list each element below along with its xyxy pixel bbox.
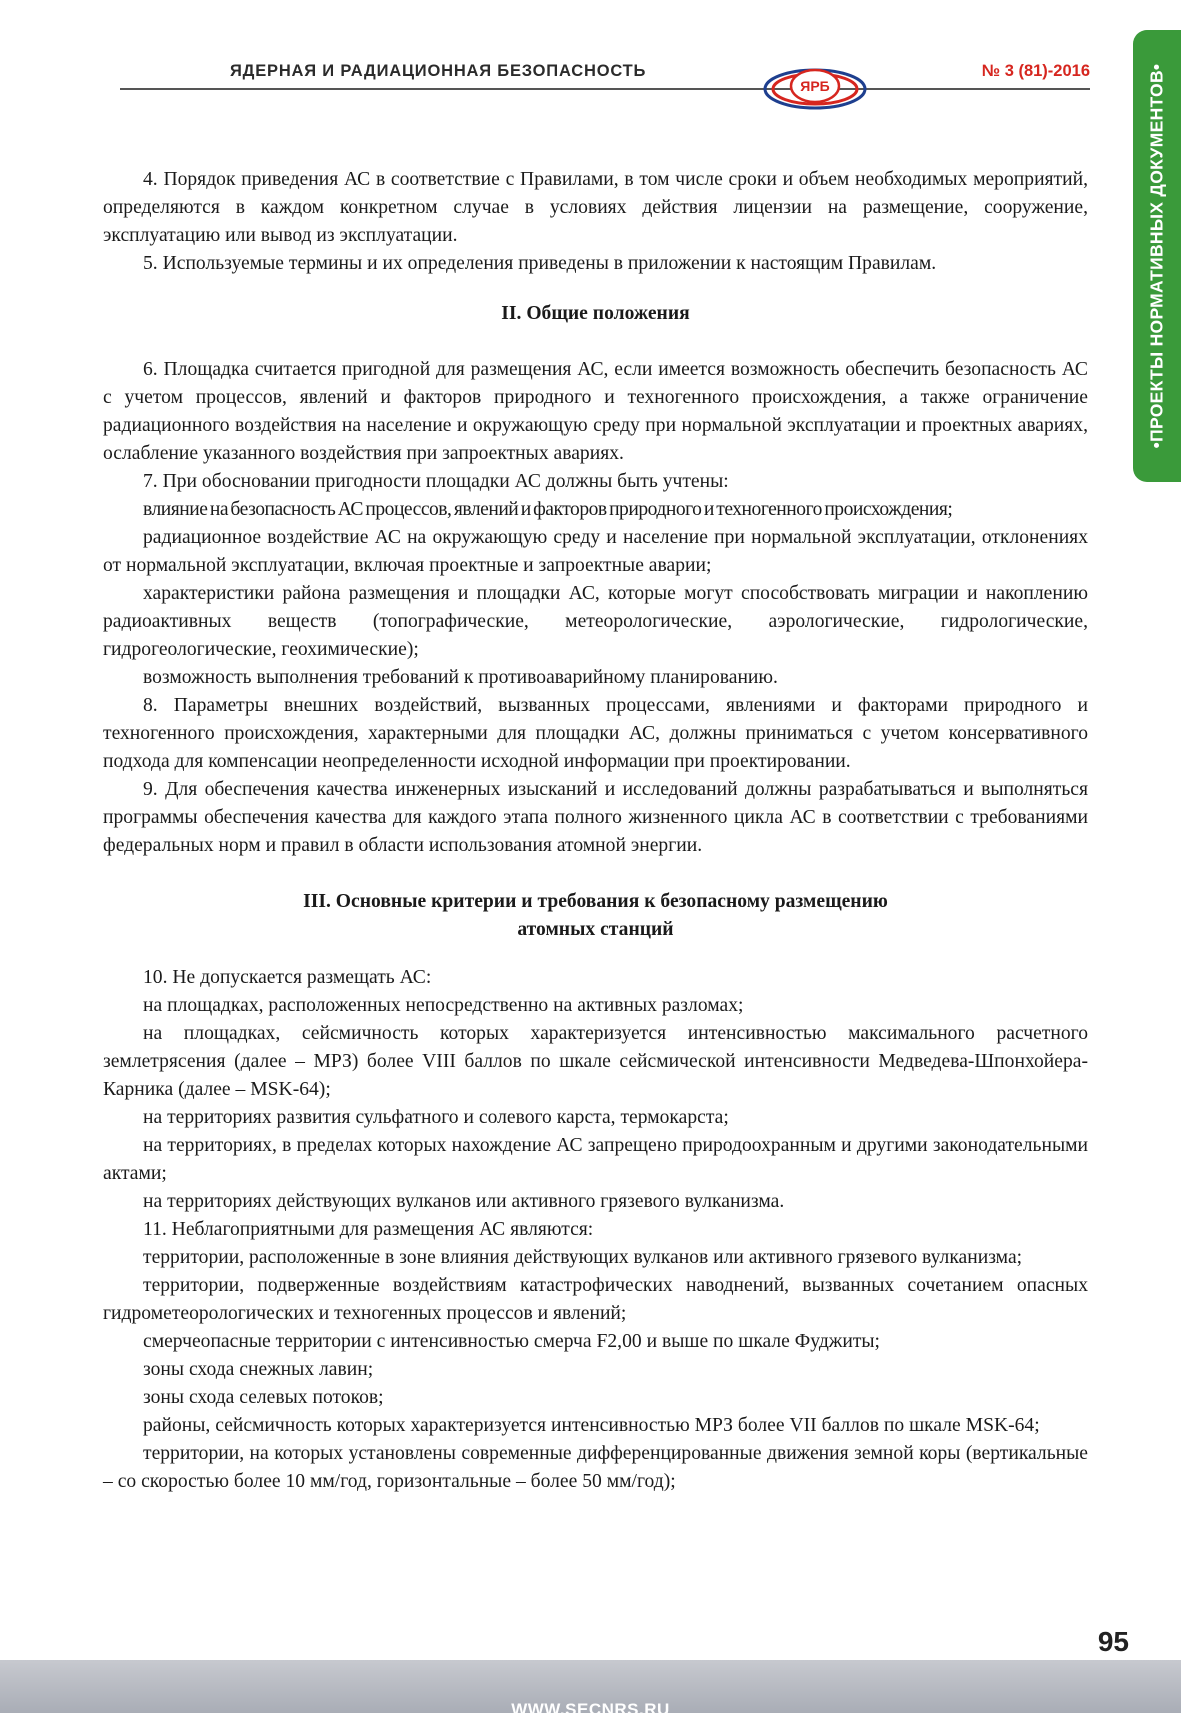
paragraph-10-item-5: на территориях действующих вулканов или активного грязевого вулканизма. bbox=[143, 1191, 785, 1212]
paragraph-10-item-1: на площадках, расположенных непосредственно на активных разломах; bbox=[143, 995, 744, 1016]
section-2-heading: II. Общие положения bbox=[501, 303, 690, 324]
journal-logo bbox=[761, 52, 869, 114]
paragraph-7-item-4: возможность выполнения требований к противоаварийному планированию. bbox=[143, 667, 778, 688]
paragraph-7-item-1: влияние на безопасность АС процессов, явлений и факторов природного и техногенного происхождения; bbox=[143, 499, 953, 520]
paragraph-4: 4. Порядок приведения АС в соответствие с Правилами, в том числе сроки и объем необходимых мероприятий, определяются в каждом конкретном случае в условиях действия лицензии на размещение, сооружение, эксплуатацию или вывод из эксплуатации. bbox=[103, 169, 1088, 246]
section-3-heading bbox=[103, 888, 1088, 944]
document-body bbox=[103, 166, 1088, 1496]
paragraph-11-item-5: зоны схода селевых потоков; bbox=[143, 1387, 384, 1408]
page-header bbox=[120, 52, 1090, 112]
paragraph-7-item-3: характеристики района размещения и площадки АС, которые могут способствовать миграции и накоплению радиоактивных веществ (топографические, метеорологические, аэрологические, гидрологические, гидрогеологические, геохимические); bbox=[103, 583, 1088, 660]
side-tab-label: •ПРОЕКТЫ НОРМАТИВНЫХ ДОКУМЕНТОВ• bbox=[1146, 63, 1167, 449]
paragraph-11: 11. Неблагоприятными для размещения АС являются: bbox=[143, 1219, 594, 1240]
footer-url[interactable]: WWW.SECNRS.RU bbox=[511, 1700, 670, 1719]
paragraph-10-item-4: на территориях, в пределах которых нахождение АС запрещено природоохранным и другими законодательными актами; bbox=[103, 1135, 1088, 1184]
header-rule bbox=[120, 88, 1090, 90]
issue-number: № 3 (81)-2016 bbox=[981, 62, 1090, 80]
paragraph-10: 10. Не допускается размещать АС: bbox=[143, 967, 432, 988]
paragraph-11-item-7: территории, на которых установлены современные дифференцированные движения земной коры (вертикальные – со скоростью более 10 мм/год, горизонтальные – более 50 мм/год); bbox=[103, 1443, 1088, 1492]
paragraph-10-item-2: на площадках, сейсмичность которых характеризуется интенсивностью максимального расчетного землетрясения (далее – МРЗ) более VIII баллов по шкале сейсмической интенсивности Медведева-Шпонхойера-Карника (далее – MSK-64); bbox=[103, 1023, 1088, 1100]
paragraph-11-item-1: территории, расположенные в зоне влияния действующих вулканов или активного грязевого вулканизма; bbox=[143, 1247, 1023, 1268]
paragraph-6: 6. Площадка считается пригодной для размещения АС, если имеется возможность обеспечить безопасность АС с учетом процессов, явлений и факторов природного и техногенного происхождения, а также ограничение радиационного воздействия на население и окружающую среду при нормальной эксплуатации и проектных авариях, ослабление указанного воздействия при запроектных авариях. bbox=[103, 359, 1088, 464]
section-3-heading-line-1: III. Основные критерии и требования к безопасному размещению bbox=[303, 891, 888, 912]
paragraph-7-item-2: радиационное воздействие АС на окружающую среду и население при нормальной эксплуатации, отклонениях от нормальной эксплуатации, включая проектные и запроектные аварии; bbox=[103, 527, 1088, 576]
journal-title: ЯДЕРНАЯ И РАДИАЦИОННАЯ БЕЗОПАСНОСТЬ bbox=[230, 62, 647, 80]
paragraph-7: 7. При обосновании пригодности площадки АС должны быть учтены: bbox=[143, 471, 729, 492]
paragraph-11-item-3: смерчеопасные территории с интенсивностью смерча F2,00 и выше по шкале Фуджиты; bbox=[143, 1331, 880, 1352]
paragraph-11-item-6: районы, сейсмичность которых характеризуется интенсивностью МРЗ более VII баллов по шкале MSK-64; bbox=[143, 1415, 1040, 1436]
paragraph-11-item-2: территории, подверженные воздействиям катастрофических наводнений, вызванных сочетанием опасных гидрометеорологических и техногенных процессов и явлений; bbox=[103, 1275, 1088, 1324]
paragraph-5: 5. Используемые термины и их определения приведены в приложении к настоящим Правилам. bbox=[143, 253, 937, 274]
section-3-heading-line-2: атомных станций bbox=[517, 919, 674, 940]
page-number: 95 bbox=[1097, 1626, 1129, 1657]
paragraph-8: 8. Параметры внешних воздействий, вызванных процессами, явлениями и факторами природного и техногенного происхождения, характерными для площадки АС, должны приниматься с учетом консервативного подхода для компенсации неопределенности исходной информации при проектировании. bbox=[103, 695, 1088, 772]
paragraph-10-item-3: на территориях развития сульфатного и солевого карста, термокарста; bbox=[143, 1107, 729, 1128]
section-side-tab bbox=[1133, 30, 1181, 482]
logo-text: ЯРБ bbox=[800, 78, 830, 94]
paragraph-11-item-4: зоны схода снежных лавин; bbox=[143, 1359, 374, 1380]
paragraph-9: 9. Для обеспечения качества инженерных изысканий и исследований должны разрабатываться и выполняться программы обеспечения качества для каждого этапа полного жизненного цикла АС в соответствии с требованиями федеральных норм и правил в области использования атомной энергии. bbox=[103, 779, 1088, 856]
